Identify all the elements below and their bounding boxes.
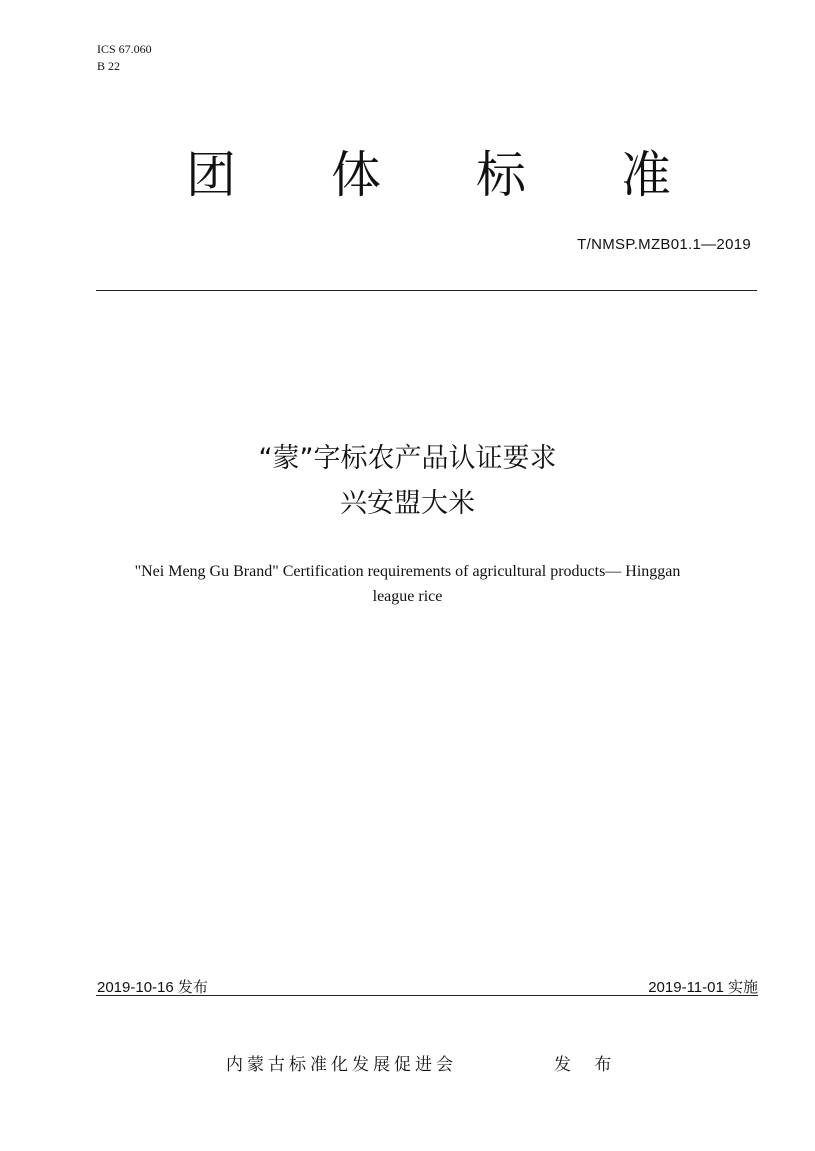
document-type-char: 团 [186, 146, 236, 204]
publish-label: 发 布 [554, 1055, 621, 1075]
ics-code: ICS 67.060 [97, 42, 152, 56]
document-type-char: 准 [621, 146, 671, 204]
document-type-title [0, 140, 815, 210]
english-title-line-1: "Nei Meng Gu Brand" Certification requirements of agricultural products— Hinggan [134, 563, 681, 580]
document-type-char: 标 [476, 146, 526, 204]
bottom-divider [96, 995, 758, 996]
english-title-line-2: league rice [372, 588, 443, 605]
document-type-char: 体 [331, 146, 381, 204]
chinese-title [0, 436, 815, 526]
issue-date: 2019-10-16 发布 [97, 979, 208, 996]
ccs-code: B 22 [97, 59, 121, 73]
chinese-title-line-1: “蒙”字标农产品认证要求 [258, 443, 557, 474]
top-divider [96, 290, 757, 291]
english-title [60, 559, 755, 609]
classification-codes [97, 41, 152, 75]
publisher-name: 内蒙古标准化发展促进会 [226, 1055, 457, 1075]
standard-number: T/NMSP.MZB01.1—2019 [577, 236, 751, 253]
chinese-title-line-2: 兴安盟大米 [340, 488, 475, 519]
implementation-date: 2019-11-01 实施 [648, 979, 758, 996]
